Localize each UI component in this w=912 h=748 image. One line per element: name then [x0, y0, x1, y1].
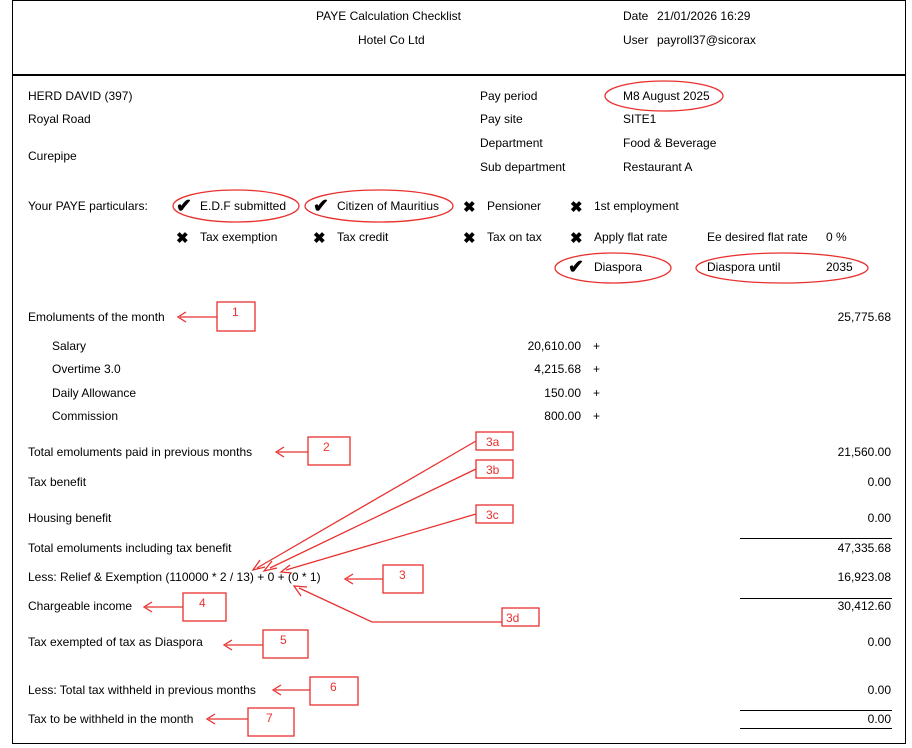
tax-credit-label: Tax credit [337, 230, 389, 244]
tax-exemption-label: Tax exemption [200, 230, 278, 244]
overtime-value: 4,215.68 [534, 362, 581, 376]
salary-label: Salary [52, 339, 87, 353]
daily-allowance-value: 150.00 [544, 386, 581, 400]
plus-sign: + [593, 339, 601, 353]
plus-sign: + [593, 409, 601, 423]
housing-benefit-label: Housing benefit [28, 511, 112, 525]
callout-label: 3c [486, 508, 499, 522]
ee-flat-rate-value: 0 % [826, 230, 847, 244]
user-value: payroll37@sicorax [657, 33, 756, 47]
check-icon: ✔ [313, 196, 329, 217]
total-incl-benefit-value: 47,335.68 [837, 541, 891, 555]
tax-benefit-value: 0.00 [867, 475, 891, 489]
department-value: Food & Beverage [623, 136, 717, 150]
subtotal-rule [740, 710, 892, 711]
relief-exemption-value: 16,923.08 [837, 570, 891, 584]
cross-icon: ✖ [570, 199, 583, 216]
double-underline [740, 728, 892, 729]
pay-period-label: Pay period [480, 89, 538, 103]
ee-flat-rate-label: Ee desired flat rate [707, 230, 808, 244]
cross-icon: ✖ [463, 230, 476, 247]
diaspora-exempt-value: 0.00 [867, 635, 891, 649]
department-label: Department [480, 136, 543, 150]
plus-sign: + [593, 362, 601, 376]
callout-label: 2 [323, 440, 330, 454]
cross-icon: ✖ [570, 230, 583, 247]
emoluments-month-label: Emoluments of the month [28, 310, 165, 324]
citizen-label: Citizen of Mauritius [337, 199, 440, 213]
salary-value: 20,610.00 [527, 339, 581, 353]
cross-icon: ✖ [463, 199, 476, 216]
company-name: Hotel Co Ltd [358, 33, 425, 47]
sub-department-label: Sub department [480, 160, 566, 174]
date-value: 21/01/2026 16:29 [657, 9, 751, 23]
employee-address-line1: Royal Road [28, 112, 91, 126]
pensioner-label: Pensioner [487, 199, 542, 213]
callout-label: 3b [486, 463, 500, 477]
previous-tax-value: 0.00 [867, 683, 891, 697]
edf-submitted-label: E.D.F submitted [200, 199, 287, 213]
diaspora-exempt-label: Tax exempted of tax as Diaspora [28, 635, 203, 649]
callout-label: 7 [266, 711, 273, 725]
pay-site-value: SITE1 [623, 112, 657, 126]
overtime-label: Overtime 3.0 [52, 362, 121, 376]
previous-tax-label: Less: Total tax withheld in previous months [28, 683, 256, 697]
daily-allowance-label: Daily Allowance [52, 386, 137, 400]
sub-department-value: Restaurant A [623, 160, 693, 174]
callout-label: 3d [506, 611, 520, 625]
tax-month-value: 0.00 [867, 712, 891, 726]
total-incl-benefit-label: Total emoluments including tax benefit [28, 541, 232, 555]
tax-month-label: Tax to be withheld in the month [28, 712, 194, 726]
pay-period-value: M8 August 2025 [623, 89, 710, 103]
cross-icon: ✖ [176, 230, 189, 247]
report-title: PAYE Calculation Checklist [316, 9, 461, 23]
emoluments-month-value: 25,775.68 [837, 310, 891, 324]
pay-site-label: Pay site [480, 112, 523, 126]
user-label: User [623, 33, 649, 47]
relief-exemption-label: Less: Relief & Exemption (110000 * 2 / 13) + 0 + (0 * 1) [28, 570, 321, 584]
plus-sign: + [593, 386, 601, 400]
subtotal-rule [740, 538, 892, 539]
tax-benefit-label: Tax benefit [28, 475, 87, 489]
chargeable-income-value: 30,412.60 [837, 599, 891, 613]
previous-emoluments-label: Total emoluments paid in previous months [28, 445, 253, 459]
check-icon: ✔ [568, 257, 584, 278]
callout-label: 4 [199, 596, 206, 610]
paye-particulars-label: Your PAYE particulars: [28, 199, 148, 213]
tax-on-tax-label: Tax on tax [487, 230, 542, 244]
diaspora-label: Diaspora [594, 260, 643, 274]
date-label: Date [623, 9, 649, 23]
commission-label: Commission [52, 409, 119, 423]
apply-flat-rate-label: Apply flat rate [594, 230, 668, 244]
diaspora-until-value: 2035 [826, 260, 853, 274]
callout-label: 1 [232, 305, 239, 319]
callout-label: 5 [280, 633, 287, 647]
chargeable-income-label: Chargeable income [28, 599, 133, 613]
check-icon: ✔ [176, 196, 192, 217]
callout-label: 3a [486, 435, 500, 449]
callout-label: 6 [330, 680, 337, 694]
employee-address-line2: Curepipe [28, 149, 77, 163]
first-employment-label: 1st employment [594, 199, 679, 213]
cross-icon: ✖ [313, 230, 326, 247]
diaspora-until-label: Diaspora until [707, 260, 781, 274]
previous-emoluments-value: 21,560.00 [837, 445, 891, 459]
callout-label: 3 [399, 568, 406, 582]
housing-benefit-value: 0.00 [867, 511, 891, 525]
commission-value: 800.00 [544, 409, 581, 423]
employee-name: HERD DAVID (397) [28, 89, 133, 103]
